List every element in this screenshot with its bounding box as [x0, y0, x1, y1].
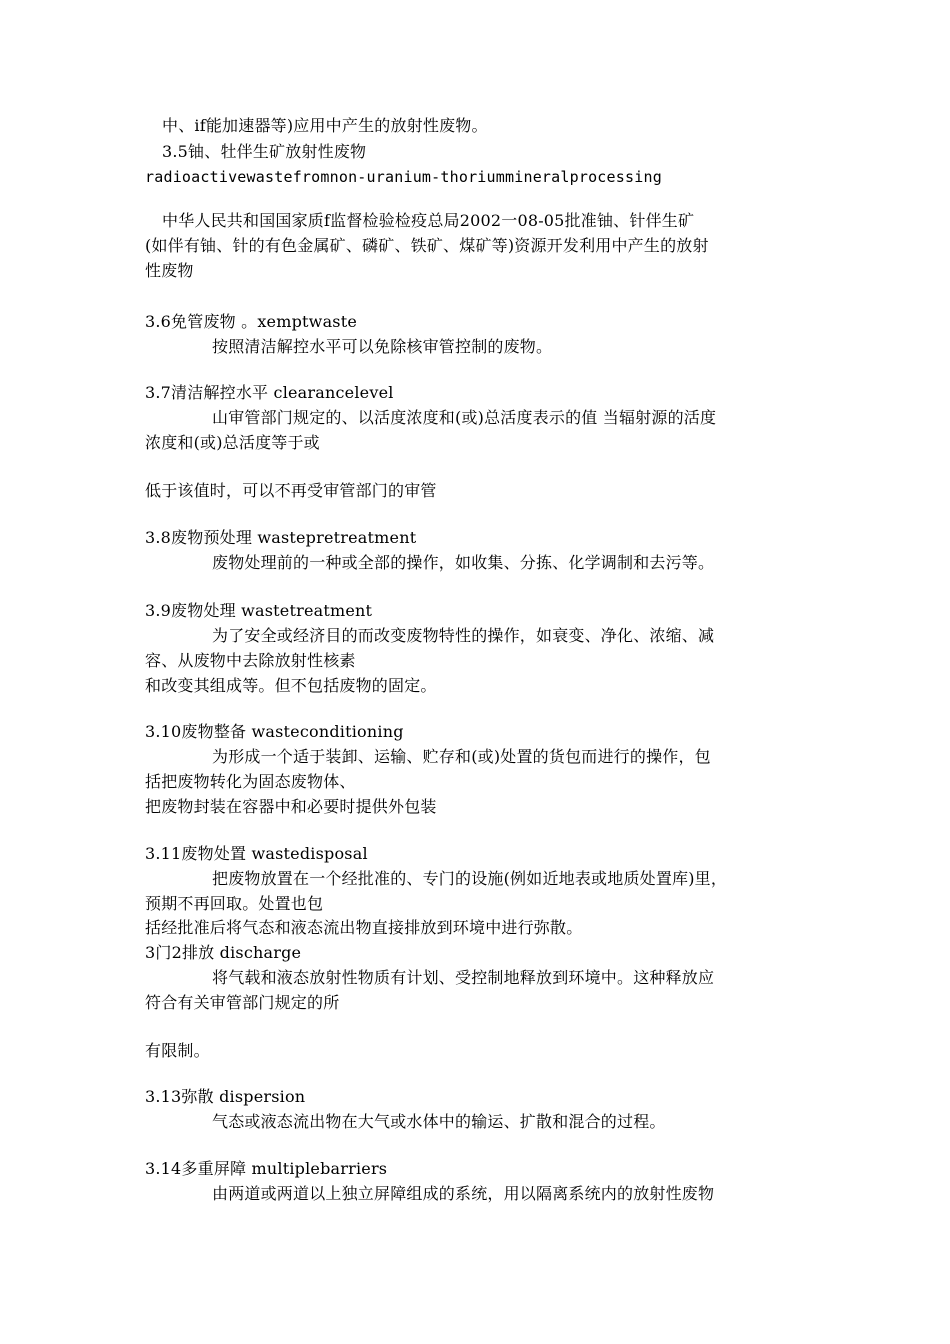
text-line: 按照清洁解控水平可以免除核审管控制的废物。: [212, 337, 553, 356]
section-heading-3-10: 3.10废物整备 wasteconditioning: [145, 722, 404, 741]
text-line: 符合有关审管部门规定的所: [145, 993, 340, 1012]
text-line: 低于该值时，可以不再受审管部门的审管: [145, 481, 437, 500]
text-line: (如伴有铀、针的有色金属矿、磷矿、铁矿、煤矿等)资源开发利用中产生的放射: [145, 236, 709, 255]
text-line: 为了安全或经济目的而改变废物特性的操作，如衰变、净化、浓缩、减: [212, 626, 715, 645]
text-line: 浓度和(或)总活度等于或: [145, 433, 320, 452]
text-line: radioactivewastefromnon-uranium-thoriummineralprocessing: [145, 168, 662, 186]
text-line: 括把废物转化为固态废物体、: [145, 772, 356, 791]
section-heading-3-14: 3.14多重屏障 multiplebarriers: [145, 1159, 388, 1178]
text-line: 山审管部门规定的、以活度浓度和(或)总活度表示的值 当辐射源的活度: [212, 408, 717, 427]
text-line: 废物处理前的一种或全部的操作，如收集、分拣、化学调制和去污等。: [212, 553, 715, 572]
section-heading-3-5: 3.5铀、牡伴生矿放射性废物: [162, 142, 367, 161]
section-heading-3-6: 3.6免管废物 。xemptwaste: [145, 312, 358, 331]
text-line: 容、从废物中去除放射性核素: [145, 651, 356, 670]
section-heading-3-13: 3.13弥散 dispersion: [145, 1087, 306, 1106]
text-line: 预期不再回取。处置也包: [145, 894, 324, 913]
text-line: 性废物: [145, 261, 194, 280]
text-line: 中、if能加速器等)应用中产生的放射性废物。: [162, 116, 488, 135]
text-line: 气态或液态流出物在大气或水体中的输运、扩散和混合的过程。: [212, 1112, 666, 1131]
section-heading-3-8: 3.8废物预处理 wastepretreatment: [145, 528, 417, 547]
text-line: 为形成一个适于装卸、运输、贮存和(或)处置的货包而进行的操作，包: [212, 747, 711, 766]
text-line: 有限制。: [145, 1041, 210, 1060]
section-heading-3-7: 3.7清洁解控水平 clearancelevel: [145, 383, 394, 402]
text-line: 由两道或两道以上独立屏障组成的系统，用以隔离系统内的放射性废物: [212, 1184, 715, 1203]
text-line: 将气载和液态放射性物质有计划、受控制地释放到环境中。这种释放应: [212, 968, 715, 987]
text-line: 把废物封装在容器中和必要时提供外包装: [145, 797, 437, 816]
text-line: 括经批准后将气态和液态流出物直接排放到环境中进行弥散。: [145, 918, 583, 937]
text-line: 把废物放置在一个经批准的、专门的设施(例如近地表或地质处置库)里，: [212, 869, 728, 888]
section-heading-3-11: 3.11废物处置 wastedisposal: [145, 844, 368, 863]
text-line: 中华人民共和国国家质f监督检验检疫总局2002一08-05批准铀、针伴生矿: [162, 211, 695, 230]
section-heading-3-9: 3.9废物处理 wastetreatment: [145, 601, 373, 620]
section-heading-3-12: 3门2排放 discharge: [145, 943, 302, 962]
text-line: 和改变其组成等。但不包括废物的固定。: [145, 676, 437, 695]
